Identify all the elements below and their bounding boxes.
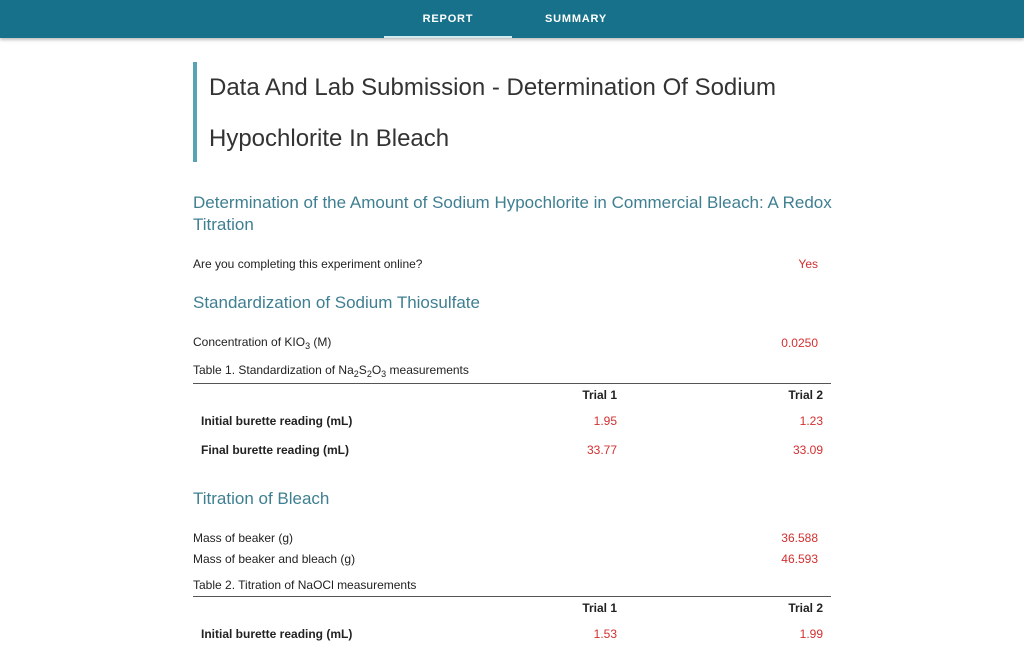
- column-header-trial-1: Trial 1: [582, 601, 617, 615]
- table-row: [193, 435, 831, 464]
- table1-standardization: [193, 383, 831, 464]
- column-header-trial-2: Trial 2: [788, 601, 823, 615]
- table-row: [193, 406, 831, 435]
- row-label: Final burette reading (mL): [201, 442, 350, 457]
- tab-summary-label: SUMMARY: [544, 13, 608, 25]
- cell-value[interactable]: 1.95: [593, 413, 617, 428]
- table2-caption: Table 2. Titration of NaOCl measurements: [193, 578, 417, 592]
- online-question-label: Are you completing this experiment online?: [193, 257, 423, 271]
- cell-value[interactable]: 33.09: [792, 442, 823, 457]
- online-answer-value[interactable]: Yes: [798, 257, 818, 271]
- tab-report-label: REPORT: [422, 13, 474, 25]
- mass-beaker-value[interactable]: 36.588: [781, 531, 818, 545]
- row-label: Initial burette reading (mL): [201, 626, 353, 641]
- page-title: Data And Lab Submission - Determination Of Sodium Hypochlorite In Bleach: [209, 74, 776, 152]
- cell-value[interactable]: 1.23: [799, 413, 823, 428]
- standardization-heading: Standardization of Sodium Thiosulfate: [193, 293, 480, 312]
- mass-beaker-bleach-value[interactable]: 46.593: [781, 552, 818, 566]
- cell-value[interactable]: 1.53: [593, 626, 617, 641]
- table-header-row: [193, 384, 831, 407]
- mass-beaker-label: Mass of beaker (g): [193, 531, 294, 545]
- cell-value[interactable]: 1.99: [799, 626, 823, 641]
- tab-summary[interactable]: [512, 0, 640, 38]
- bleach-titration-heading: Titration of Bleach: [193, 489, 330, 508]
- tab-report[interactable]: [384, 0, 512, 38]
- table2-naocl-titration: [193, 596, 831, 648]
- table1-caption: Table 1. Standardization of $Na_2S_2O_3$ measurements: [193, 363, 469, 379]
- cell-value[interactable]: 33.77: [586, 442, 617, 457]
- kio3-concentration-label: Concentration of $KIO_3$ (M): [193, 335, 332, 351]
- mass-beaker-bleach-label: Mass of beaker and bleach (g): [193, 552, 356, 566]
- column-header-trial-2: Trial 2: [788, 388, 823, 402]
- table-header-row: [193, 597, 831, 620]
- intro-heading: Determination of the Amount of Sodium Hypochlorite in Commercial Bleach: A Redox Titration: [193, 193, 832, 234]
- table-row: [193, 619, 831, 648]
- kio3-concentration-value[interactable]: 0.0250: [781, 336, 818, 350]
- active-tab-indicator: [384, 36, 512, 38]
- page-title-block: [193, 62, 833, 162]
- top-nav-bar: [0, 0, 1024, 38]
- column-header-trial-1: Trial 1: [582, 388, 617, 402]
- row-label: Initial burette reading (mL): [201, 413, 353, 428]
